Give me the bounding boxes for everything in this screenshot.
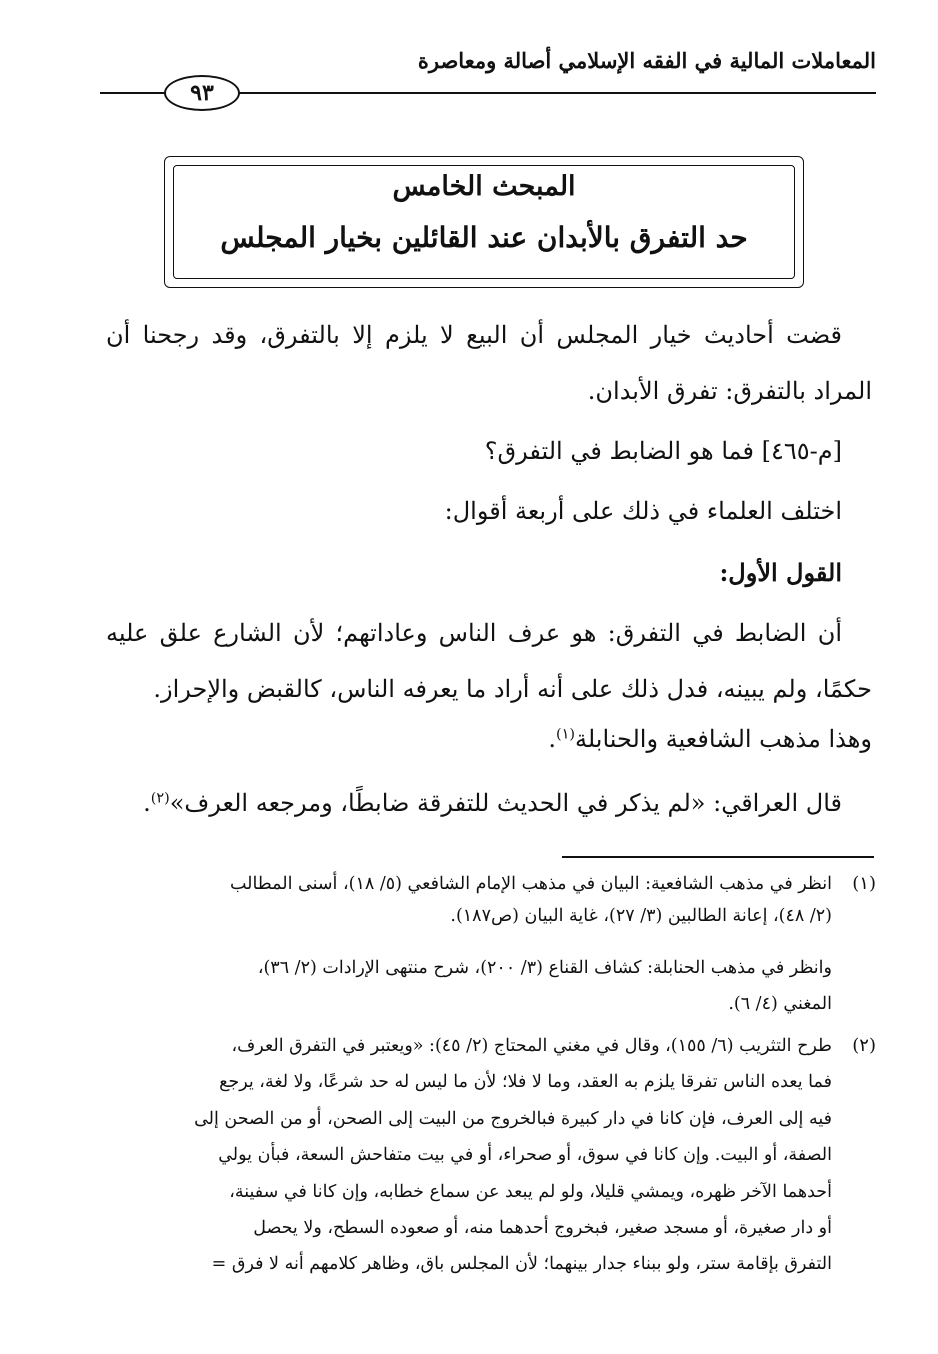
body-line: أن الضابط في التفرق: هو عرف الناس وعاداتهم؛ لأن الشارع علق عليه [106,619,842,647]
footnote-line: طرح التثريب (٦/ ١٥٥)، وقال في مغني المحتاج (٢/ ٤٥): «ويعتبر في التفرق العرف، [231,1036,832,1056]
body-line [548,722,872,756]
body-text: . [548,725,556,753]
footnote-reference: (١) [555,726,575,743]
quote-line [143,786,842,820]
quote-text: قال العراقي: «لم يذكر في الحديث للتفرقة ضابطًا، ومرجعه العرف» [169,789,842,817]
footnote-number: (١) [852,873,876,894]
body-line: حكمًا، ولم يبينه، فدل ذلك على أنه أراد ما يعرفه الناس، كالقبض والإحراز. [153,675,872,703]
page-number: ٩٣ [164,75,240,111]
section-heading: القول الأول: [719,558,842,587]
body-line: اختلف العلماء في ذلك على أربعة أقوال: [444,497,842,525]
footnote-line: (٢/ ٤٨)، إعانة الطالبين (٣/ ٢٧)، غاية البيان (ص١٨٧). [450,906,832,926]
body-text: وهذا مذهب الشافعية والحنابلة [574,725,872,753]
footnote-separator [562,856,874,858]
footnote-line: انظر في مذهب الشافعية: البيان في مذهب الإمام الشافعي (٥/ ١٨)، أسنى المطالب [229,874,832,894]
question-line: [م-٤٦٥] فما هو الضابط في التفرق؟ [484,437,842,465]
footnote-line: أحدهما الآخر ظهره، ويمشي قليلا، ولو لم يبعد عن سماع خطابه، وإن كانا في سفينة، [229,1182,832,1202]
footnote-line: وانظر في مذهب الحنابلة: كشاف القناع (٣/ ٢٠٠)، شرح منتهى الإرادات (٢/ ٣٦)، [257,958,832,978]
chapter-heading-box [164,156,804,288]
footnote-line: أو دار صغيرة، أو مسجد صغير، فبخروج أحدهما منه، أو صعوده السطح، ولا يحصل [253,1218,832,1238]
chapter-subtitle: حد التفرق بالأبدان عند القائلين بخيار المجلس [220,221,748,254]
footnote-line: الصفة، أو البيت. وإن كانا في سوق، أو صحراء، أو في بيت متفاحش السعة، فبأن يولي [218,1145,832,1165]
body-line: المراد بالتفرق: تفرق الأبدان. [587,377,872,405]
footnote-line: المغني (٤/ ٦). [728,994,832,1014]
footnote-line: فما يعده الناس تفرقا يلزم به العقد، وما لا فلا؛ لأن ما ليس له حد شرعًا، ولا لغة، يرجع [219,1072,832,1092]
body-text: . [143,789,151,817]
chapter-title: المبحث الخامس [392,171,576,202]
body-line: قضت أحاديث خيار المجلس أن البيع لا يلزم إلا بالتفرق، وقد رجحنا أن [106,321,842,349]
footnote-number: (٢) [852,1035,876,1056]
footnote-line: فيه إلى العرف، فإن كانا في دار كبيرة فبالخروج من البيت إلى الصحن، أو من الصحن إلى [194,1109,832,1129]
footnote-line: التفرق بإقامة ستر، ولو ببناء جدار بينهما؛ لأن المجلس باق، وظاهر كلامهم أنه لا فرق = [211,1254,832,1274]
running-title: المعاملات المالية في الفقه الإسلامي أصالة ومعاصرة [417,48,876,73]
footnote-reference: (٢) [150,790,170,807]
